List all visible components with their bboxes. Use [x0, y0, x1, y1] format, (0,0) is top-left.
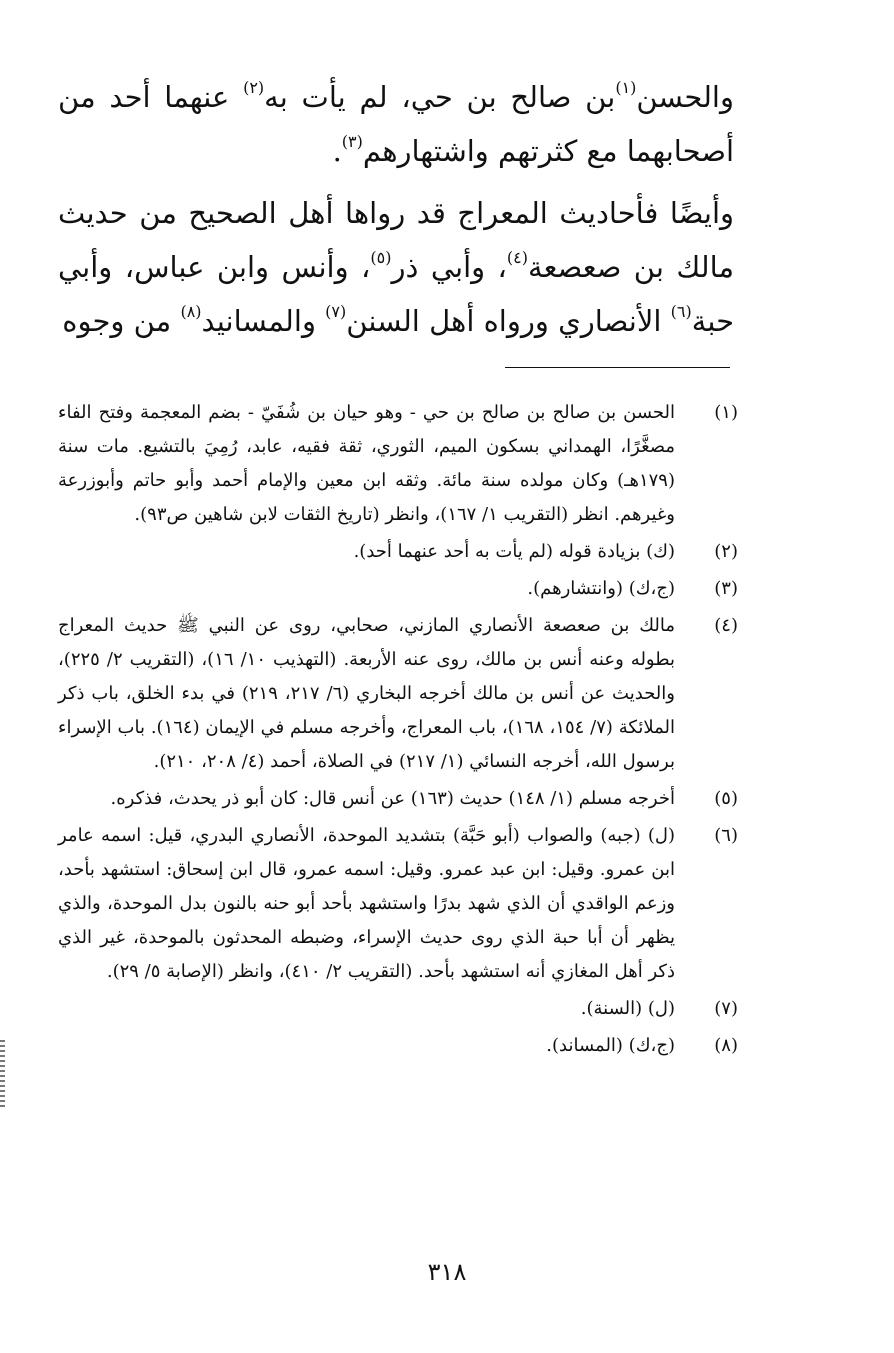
footnote-number: (٢)	[714, 541, 738, 562]
text-segment: ، وأنس وابن عباس، وأبي حبة	[58, 250, 734, 338]
text-segment: وأيضًا فأحاديث المعراج قد رواها أهل الصحيح من حديث مالك بن صعصعة	[58, 196, 734, 284]
footnote-text: (ل) (جبه) والصواب (أبو حَبَّة) بتشديد الموحدة، الأنصاري البدري، قيل: اسمه عامر ابن عمرو. وقيل: ابن عبد عمرو. وقيل: اسمه عمرو، قال ابن إسحاق: استشهد بأحد، وزعم الواقدي أن الذي شهد بدرًا واستشهد بأحد أبو حنه بالنون بدل الموحدة، والذي يظهر أن أبا حبة الذي روى حديث الإسراء، وضبطه المحدثون بالموحدة، غير الذي ذكر أهل المغازي أنه استشهد بأحد. (التقريب ٢/ ٤١٠)، وانظر (الإصابة ٥/ ٢٩).	[58, 825, 675, 982]
footnote-text: (ج،ك) (المساند).	[546, 1035, 675, 1056]
text-segment: عنهما أحد من أصحابهما مع كثرتهم واشتهارهم	[58, 80, 734, 168]
footnote	[58, 819, 738, 989]
footnote-text: الحسن بن صالح بن صالح بن حي - وهو حيان بن شُفَيّ - بضم المعجمة وفتح الفاء مصغَّرًا، الهمداني بسكون الميم، الثوري، ثقة فقيه، عابد، رُمِيَ بالتشيع. مات سنة (١٧٩هـ) وكان مولده سنة مائة. وثقه ابن معين والإمام أحمد وأبو حاتم وأبوزرعة وغيرهم. انظر (التقريب ١/ ١٦٧)، وانظر (تاريخ الثقات لابن شاهين ص٩٣).	[58, 402, 675, 525]
footnote-marker: (٨)	[180, 302, 202, 321]
footnote	[58, 609, 738, 779]
footnote-number: (١)	[714, 402, 738, 423]
main-text	[58, 70, 734, 356]
footnote-number: (٨)	[714, 1035, 738, 1056]
text-segment: من وجوه	[62, 304, 181, 338]
footnote-text: (ج،ك) (وانتشارهم).	[527, 578, 675, 599]
text-segment: الأنصاري ورواه أهل السنن	[346, 304, 671, 338]
footnote	[58, 396, 738, 532]
footnote	[58, 535, 738, 569]
footnote	[58, 992, 738, 1026]
footnote-separator	[505, 367, 730, 368]
footnotes	[58, 396, 738, 1066]
text-segment: والمسانيد	[201, 304, 326, 338]
footnote-number: (٣)	[714, 578, 738, 599]
footnote-text: (ك) بزيادة قوله (لم يأت به أحد عنهما أحد).	[353, 541, 675, 562]
footnote-text: أخرجه مسلم (١/ ١٤٨) حديث (١٦٣) عن أنس قال: كان أبو ذر يحدث، فذكره.	[110, 788, 675, 809]
main-paragraph	[58, 186, 734, 348]
text-segment: .	[332, 134, 342, 168]
footnote	[58, 1029, 738, 1063]
footnote-marker: (١)	[615, 78, 637, 97]
footnote-marker: (٥)	[370, 248, 392, 267]
text-segment: ، وأبي ذر	[391, 250, 507, 284]
footnote-text: مالك بن صعصعة الأنصاري المازني، صحابي، روى عن النبي ﷺ حديث المعراج بطوله وعنه أنس بن مالك، روى عنه الأربعة. (التهذيب ١٠/ ١٦)، (التقريب ٢/ ٢٢٥)، والحديث عن أنس بن مالك أخرجه البخاري (٦/ ٢١٧، ٢١٩) في بدء الخلق، باب ذكر الملائكة (٧/ ١٥٤، ١٦٨)، باب المعراج، وأخرجه مسلم في الإيمان (١٦٤). باب الإسراء برسول الله، أخرجه النسائي (١/ ٢١٧) في الصلاة، أحمد (٤/ ٢٠٨، ٢١٠).	[58, 615, 676, 772]
main-paragraph	[58, 70, 734, 178]
footnote-marker: (٦)	[670, 302, 692, 321]
footnote-marker: (٣)	[341, 132, 363, 151]
footnote-number: (٦)	[714, 825, 738, 846]
scan-edge-mark	[0, 1040, 5, 1110]
footnote-number: (٤)	[714, 615, 738, 636]
text-segment: والحسن	[636, 80, 734, 114]
footnote-number: (٥)	[714, 788, 738, 809]
footnote-text: (ل) (السنة).	[580, 998, 675, 1019]
footnote	[58, 782, 738, 816]
footnote-marker: (٢)	[243, 78, 265, 97]
page-number: ٣١٨	[427, 1258, 467, 1286]
footnote	[58, 572, 738, 606]
text-segment: بن صالح بن حي، لم يأت به	[264, 80, 616, 114]
footnote-number: (٧)	[714, 998, 738, 1019]
footnote-marker: (٧)	[325, 302, 347, 321]
footnote-marker: (٤)	[506, 248, 529, 267]
